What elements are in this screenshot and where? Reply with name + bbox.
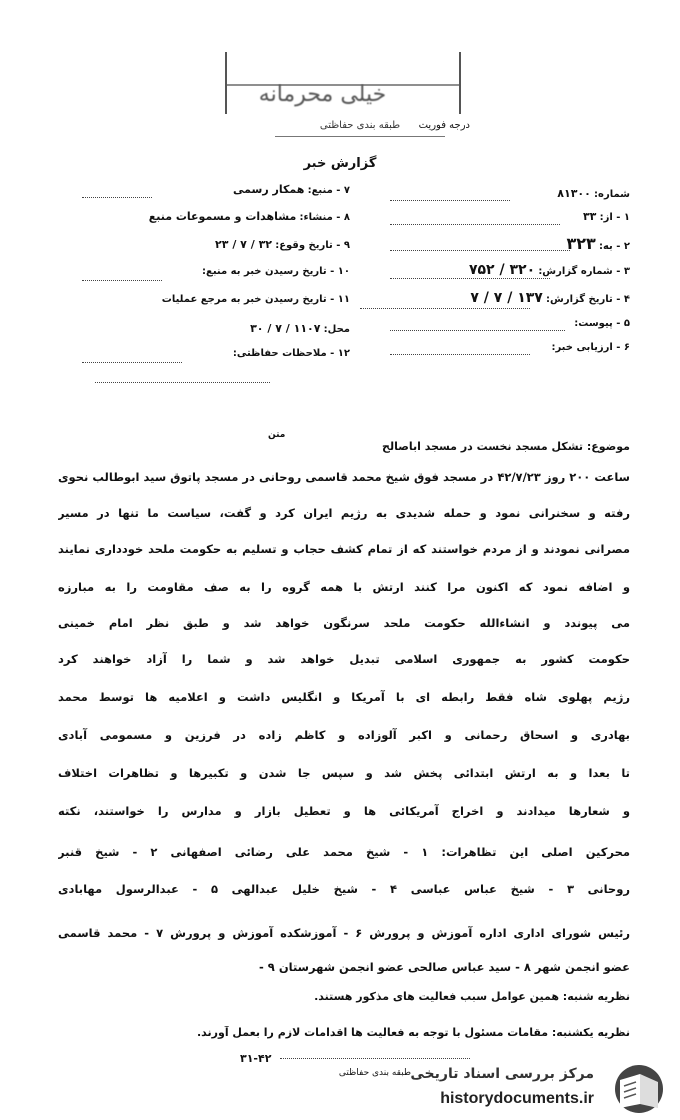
field-label: ۱۲ - ملاحظات حفاظتی:: [232, 348, 350, 359]
signature-caption: طبقه بندی حفاظتی: [338, 1068, 412, 1078]
field-occurrence-date: [80, 238, 350, 251]
classification-label: طبقه بندی حفاظتی: [275, 120, 445, 137]
field-label: ۳ - شماره گزارش:: [538, 266, 630, 277]
field-attachment: [385, 318, 630, 329]
dotted-line: [95, 382, 270, 383]
field-from: [385, 210, 630, 223]
field-number: [385, 187, 630, 200]
body-line: عضو انجمن شهر ۸ - سید عباس صالحی عضو انجمن شهرستان ۹ -: [259, 960, 630, 974]
field-label: ۱۱ - تاریخ رسیدن خبر به مرجع عملیات: [161, 294, 350, 305]
field-value: ۳۲۳: [566, 234, 596, 253]
body-line: مصرانی نمودند و از مردم خواستند که از تمام کشف حجاب و تسلیم به حکومت ملحد خودداری نمایند: [58, 542, 630, 556]
dotted-line: [390, 250, 570, 251]
dotted-line: [360, 308, 530, 309]
field-label: ۱ - از:: [599, 212, 630, 223]
watermark-text-fa: مرکز بررسی اسناد تاریخی: [410, 1066, 594, 1082]
dotted-line: [82, 362, 182, 363]
footer-opinion-1: نظریه شنبه: همین عوامل سبب فعالیت های مذکور هستند.: [314, 990, 630, 1003]
body-line: ساعت ۲۰۰ روز ۴۲/۷/۲۳ در مسجد فوق شیخ محمد قاسمی روحانی در مسجد پاتوق سید ابوطالب نحوی: [58, 470, 630, 484]
field-source: [80, 183, 350, 196]
field-value: مشاهدات و مسموعات منبع: [148, 210, 297, 223]
body-line: بهادری و اسحاق رحمانی و اکبر آلوزاده و کاظم زاده در فرزین و مسمومی آبادی: [58, 728, 630, 742]
field-label: ۲ - به:: [598, 241, 630, 252]
dotted-line: [390, 330, 565, 331]
field-label: ۸ - منشاء:: [299, 212, 350, 223]
dotted-line: [82, 280, 162, 281]
field-value: ۸۱۳۰۰: [557, 187, 591, 200]
subject-tag: متن: [268, 430, 286, 440]
body-line: رژیم پهلوی شاه فقط رابطه ای با آمریکا و انگلیس داشت و اعلامیه ها توسط محمد: [58, 690, 630, 704]
body-line: محرکین اصلی این تظاهرات: ۱ - شیخ محمد علی رضائی اصفهانی ۲ - شیخ قنبر: [58, 845, 630, 859]
field-received-by-source: [80, 266, 350, 277]
watermark: [402, 1060, 674, 1116]
field-security-notes: [80, 348, 350, 359]
field-label: ۱۰ - تاریخ رسیدن خبر به منبع:: [202, 266, 350, 277]
field-value: ۳۲ / ۷ / ۲۳: [215, 238, 273, 251]
subject-line: موضوع: تشکل مسجد نخست در مسجد اباصالح: [382, 440, 630, 453]
body-line: و شعارها میدادند و اخراج آمریکائی ها و تعطیل بازار و مدارس را خواستند، نکته: [58, 804, 630, 818]
field-value: ۳۳: [582, 210, 597, 223]
field-origin: [40, 210, 350, 223]
field-location: [80, 322, 350, 335]
signature-line: [280, 1058, 470, 1059]
body-line: می پیوندد و انشاءالله حکومت ملحد سرنگون خواهد شد و طبق نظر امام خمینی: [58, 616, 630, 630]
field-label: ۷ - منبع:: [307, 185, 350, 196]
field-report-date: [350, 290, 630, 306]
body-line: و اضافه نمود که اکنون مرا کنند ارتش با همه گروه را به صف مقاومت را به مبارزه: [58, 580, 630, 594]
field-label: شماره:: [594, 189, 630, 200]
field-label: محل:: [323, 324, 350, 335]
field-received-by-ops: [80, 294, 350, 305]
book-logo-icon: [606, 1062, 668, 1116]
watermark-text-en: historydocuments.ir: [440, 1090, 594, 1107]
field-label: ۶ - ارزیابی خبر:: [551, 342, 630, 353]
field-label: ۵ - پیوست:: [574, 318, 630, 329]
dotted-line: [390, 278, 550, 279]
report-title: گزارش خبر: [303, 156, 377, 171]
body-line: تا بعدا و به ارتش ابتدائی پخش شد و سپس جا شدن و تکبیرها و تظاهرات اختلاف: [58, 766, 630, 780]
dotted-line: [390, 200, 510, 201]
classification-stamp: خیلی محرمانه: [258, 82, 387, 107]
field-evaluation: [385, 342, 630, 353]
dotted-line: [390, 354, 530, 355]
field-value: ۳۲۰ / ۷۵۲: [468, 262, 536, 278]
field-label: ۴ - تاریخ گزارش:: [546, 294, 630, 305]
body-line: روحانی ۳ - شیخ عباس عباسی ۴ - شیخ خلیل عبدالهی ۵ - عبدالرسول مهابادی: [58, 882, 630, 896]
body-line: حکومت کشور به جمهوری اسلامی تبدیل خواهد شد و شما را آزاد خواهند کرد: [58, 652, 630, 666]
field-value: ۱۱۰۷ / ۷ / ۳۰: [250, 322, 321, 335]
field-value: ۱۳۷ / ۷ / ۷: [470, 290, 543, 306]
field-label: ۹ - تاریخ وقوع:: [275, 240, 350, 251]
footer-opinion-2: نظریه یکشنبه: مقامات مسئول با توجه به فعالیت ها اقدامات لازم را بعمل آورند.: [196, 1026, 630, 1039]
dotted-line: [82, 197, 152, 198]
urgency-label: درجه فوریت: [418, 120, 470, 131]
field-value: همکار رسمی: [233, 183, 305, 196]
dotted-line: [390, 224, 560, 225]
body-line: رئیس شورای اداری اداره آموزش و پرورش ۶ - آموزشکده آموزش و پرورش ۷ - محمد قاسمی: [58, 926, 630, 940]
document-number: ۳۱-۴۲: [240, 1052, 272, 1065]
body-line: رفته و سخنرانی نمود و حمله شدیدی به رژیم ایران کرد و گفت، سیاست ما تنها در مسیر: [58, 506, 630, 520]
field-report-number: [360, 262, 630, 278]
